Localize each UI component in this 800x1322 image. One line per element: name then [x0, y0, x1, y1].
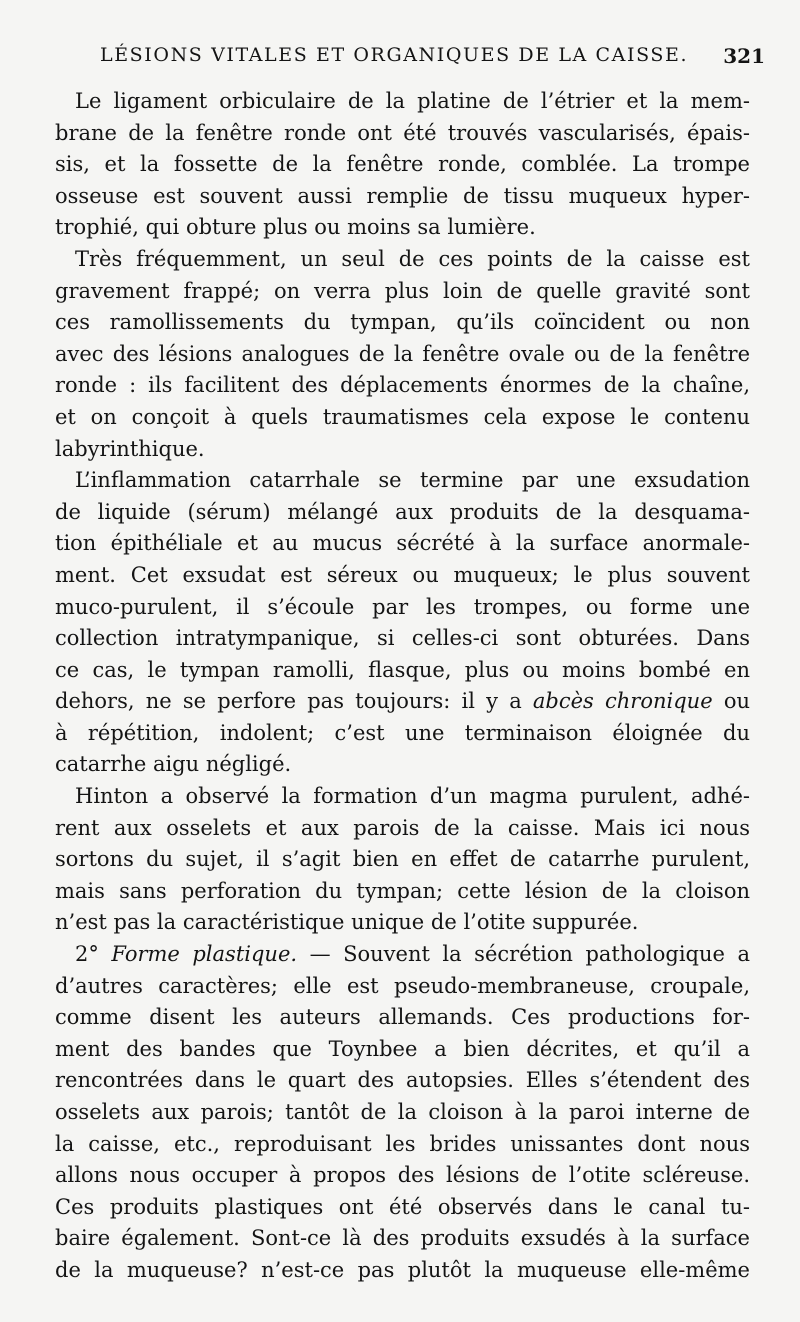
line-text: gravement frappé; on verra plus loin de quelle gravité sont — [55, 278, 750, 303]
text-line — [55, 939, 750, 971]
text-line — [55, 876, 750, 908]
text-line — [55, 907, 750, 939]
line-text-after: — Souvent la sécrétion pathologique a — [297, 942, 750, 967]
text-line — [55, 402, 750, 434]
line-text: sortons du sujet, il s’agit bien en effet de catarrhe purulent, — [55, 847, 750, 872]
page-number: 321 — [723, 44, 765, 68]
text-line — [55, 86, 750, 118]
line-text: à répétition, indolent; c’est une terminaison éloignée du — [55, 720, 750, 745]
text-line — [55, 1223, 750, 1255]
line-text: catarrhe aigu négligé. — [55, 752, 292, 777]
text-line — [55, 244, 750, 276]
line-text: 2° — [75, 942, 112, 967]
line-text: baire également. Sont-ce là des produits exsudés à la surface — [55, 1226, 750, 1251]
line-text: muco-purulent, il s’écoule par les trompes, ou forme une — [55, 594, 750, 619]
text-line — [55, 686, 750, 718]
text-line — [55, 718, 750, 750]
text-line — [55, 276, 750, 308]
body-text — [55, 86, 750, 1287]
line-text: ces ramollissements du tympan, qu’ils coïncident ou non — [55, 310, 750, 335]
text-line — [55, 623, 750, 655]
line-text: rent aux osselets et aux parois de la caisse. Mais ici nous — [55, 815, 750, 840]
line-text: labyrinthique. — [55, 436, 205, 461]
running-head: LÉSIONS VITALES ET ORGANIQUES DE LA CAISSE. — [100, 44, 689, 66]
text-line — [55, 844, 750, 876]
line-text: la caisse, etc., reproduisant les brides unissantes dont nous — [55, 1131, 750, 1156]
text-line — [55, 307, 750, 339]
line-text: trophié, qui obture plus ou moins sa lumière. — [55, 215, 536, 240]
line-text: Hinton a observé la formation d’un magma purulent, adhé- — [75, 784, 750, 809]
line-text: rencontrées dans le quart des autopsies. Elles s’étendent des — [55, 1068, 750, 1093]
text-line — [55, 1129, 750, 1161]
text-line — [55, 781, 750, 813]
line-text: dehors, ne se perfore pas toujours: il y a — [55, 689, 533, 714]
line-text: Très fréquemment, un seul de ces points de la caisse est — [75, 246, 750, 271]
text-line — [55, 560, 750, 592]
text-line — [55, 434, 750, 466]
line-text: sis, et la fossette de la fenêtre ronde, comblée. La trompe — [55, 152, 750, 177]
line-text: mais sans perforation du tympan; cette lésion de la cloison — [55, 878, 750, 903]
line-text: ment des bandes que Toynbee a bien décrites, et qu’il a — [55, 1036, 750, 1061]
text-line — [55, 1002, 750, 1034]
text-line — [55, 465, 750, 497]
italic-text: abcès chronique — [532, 689, 713, 714]
text-line — [55, 497, 750, 529]
text-line — [55, 655, 750, 687]
text-line — [55, 339, 750, 371]
line-text: n’est pas la caractéristique unique de l’otite suppurée. — [55, 910, 639, 935]
text-line — [55, 592, 750, 624]
line-text: allons nous occuper à propos des lésions de l’otite scléreuse. — [55, 1163, 750, 1188]
text-line — [55, 1034, 750, 1066]
line-text: comme disent les auteurs allemands. Ces productions for- — [55, 1005, 750, 1030]
text-line — [55, 149, 750, 181]
line-text: tion épithéliale et au mucus sécrété à la surface anormale- — [55, 531, 750, 556]
page-header — [100, 44, 765, 74]
text-line — [55, 1065, 750, 1097]
line-text: d’autres caractères; elle est pseudo-membraneuse, croupale, — [55, 973, 750, 998]
text-line — [55, 971, 750, 1003]
line-text: ce cas, le tympan ramolli, flasque, plus ou moins bombé en — [55, 657, 750, 682]
line-text: collection intratympanique, si celles-ci sont obturées. Dans — [55, 626, 750, 651]
text-line — [55, 1192, 750, 1224]
line-text: Ces produits plastiques ont été observés dans le canal tu- — [55, 1194, 750, 1219]
text-line — [55, 212, 750, 244]
line-text-after: ou — [712, 689, 750, 714]
line-text: ronde : ils facilitent des déplacements énormes de la chaîne, — [55, 373, 750, 398]
line-text: osselets aux parois; tantôt de la cloison à la paroi interne de — [55, 1100, 750, 1124]
text-line — [55, 749, 750, 781]
line-text: de la muqueuse? n’est-ce pas plutôt la muqueuse elle-même — [55, 1257, 750, 1282]
line-text: ment. Cet exsudat est séreux ou muqueux; le plus souvent — [55, 562, 750, 587]
text-line — [55, 181, 750, 213]
text-line — [55, 813, 750, 845]
line-text: Le ligament orbiculaire de la platine de l’étrier et la mem- — [75, 89, 750, 113]
text-line — [55, 528, 750, 560]
text-line — [55, 1097, 750, 1129]
text-line — [55, 1160, 750, 1192]
line-text: brane de la fenêtre ronde ont été trouvés vascularisés, épais- — [55, 120, 750, 145]
line-text: de liquide (sérum) mélangé aux produits de la desquama- — [55, 499, 750, 524]
italic-text: Forme plastique. — [111, 942, 298, 967]
text-line — [55, 370, 750, 402]
text-line — [55, 1255, 750, 1287]
line-text: et on conçoit à quels traumatismes cela expose le contenu — [55, 404, 750, 429]
line-text: osseuse est souvent aussi remplie de tissu muqueux hyper- — [55, 183, 750, 208]
line-text: L’inflammation catarrhale se termine par une exsudation — [75, 468, 750, 493]
text-line — [55, 118, 750, 150]
line-text: avec des lésions analogues de la fenêtre ovale ou de la fenêtre — [55, 341, 750, 366]
